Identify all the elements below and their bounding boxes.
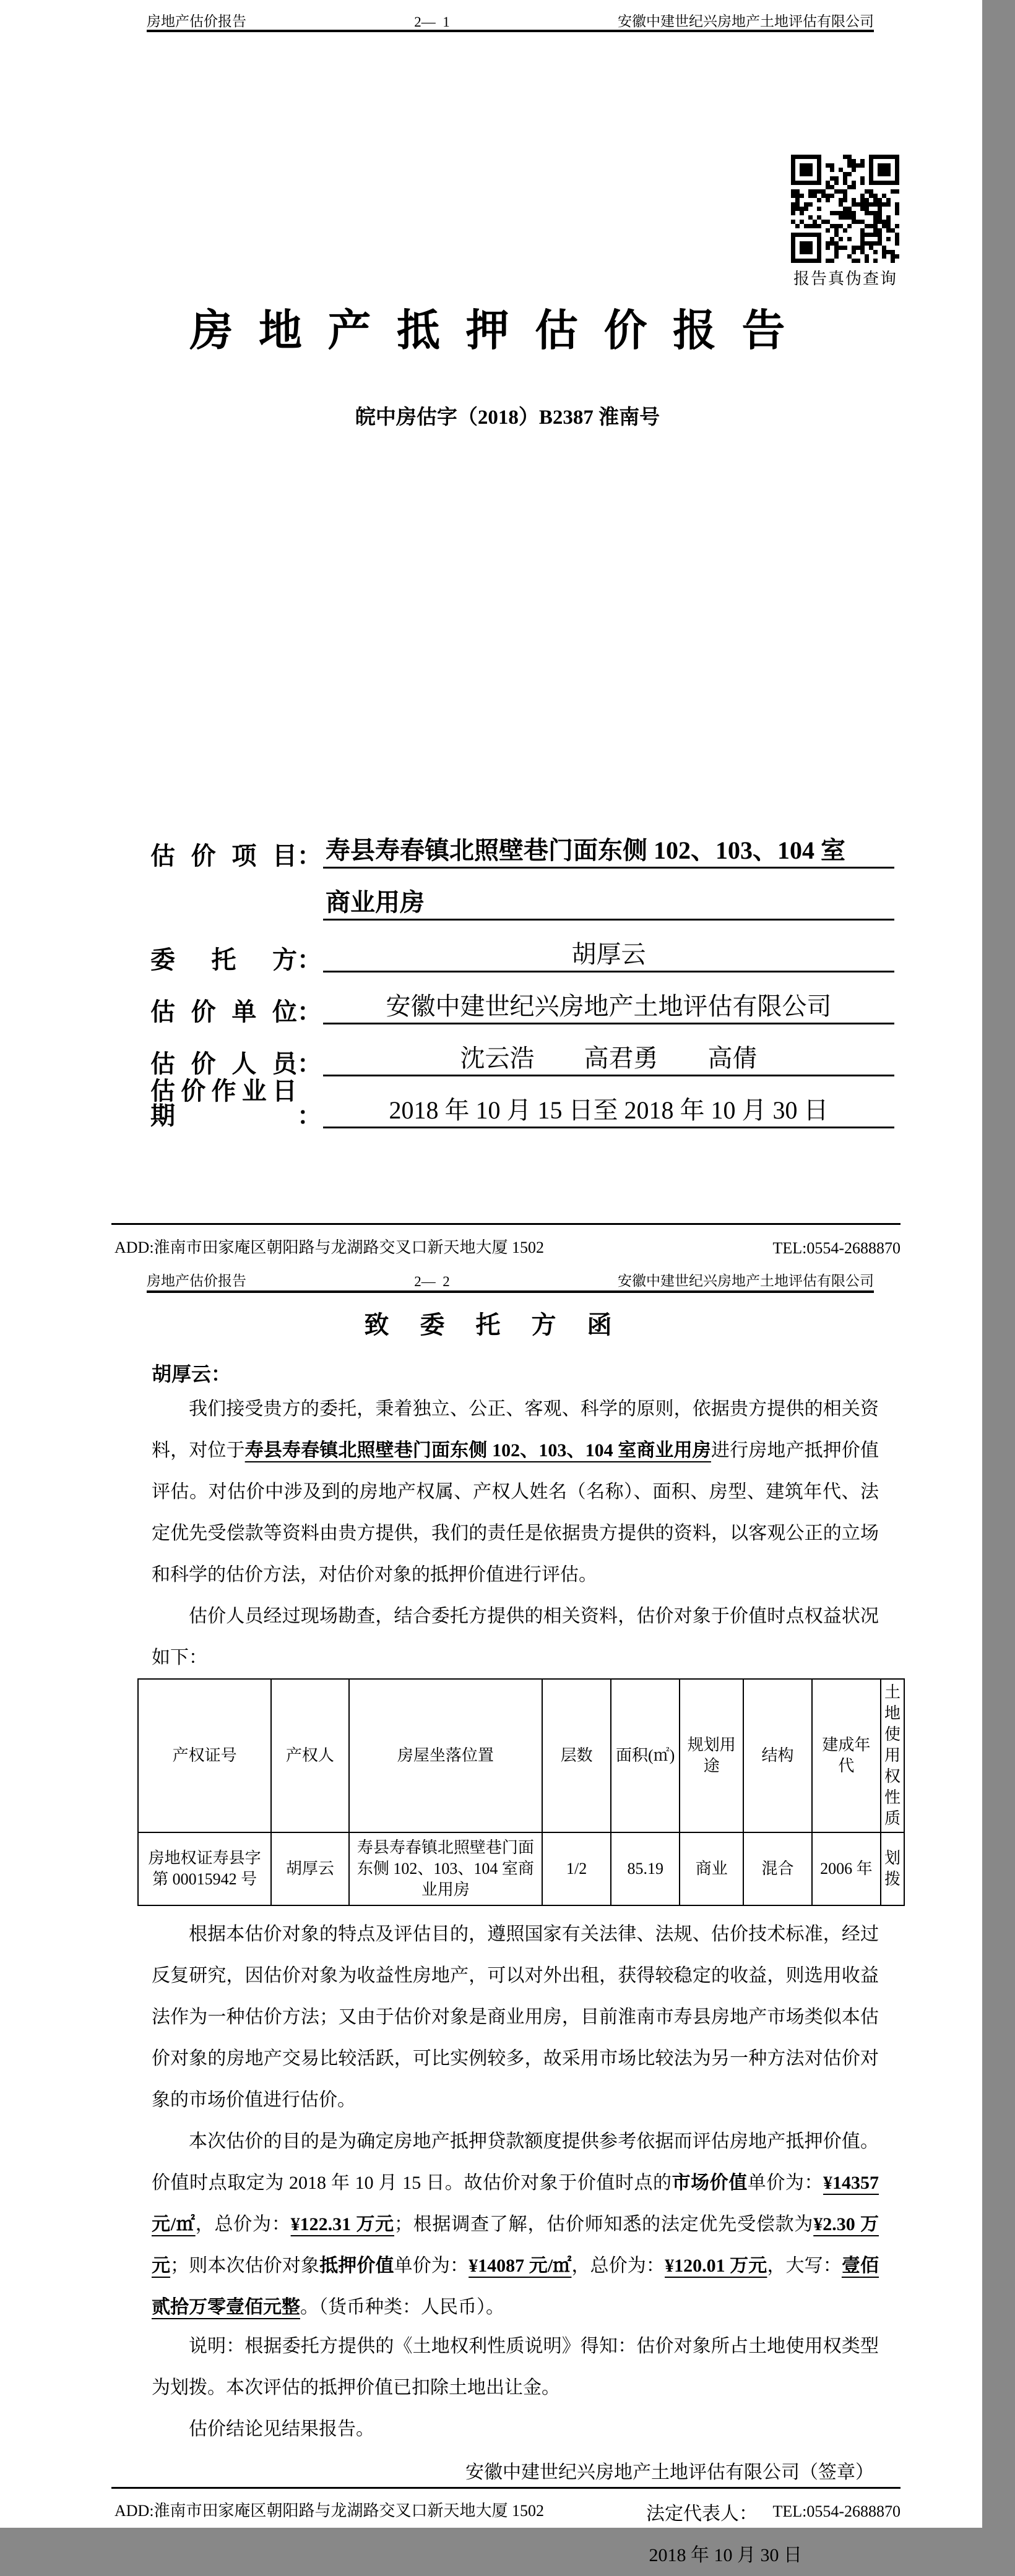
- cell-certificate-no: 房地权证寿县字第 00015942 号: [138, 1832, 271, 1905]
- letter-title: 致 委 托 方 函: [364, 1311, 618, 1339]
- market-value-term: 市场价值: [672, 2173, 748, 2193]
- priority-payment-amount: ¥2.30 万元: [152, 2214, 879, 2276]
- header-page-number: 2— 1: [414, 14, 450, 30]
- col-floor: 层数: [542, 1679, 611, 1832]
- cell-planned-use: 商业: [680, 1832, 743, 1905]
- cell-structure: 混合: [743, 1832, 812, 1905]
- client-colon: ：: [297, 946, 322, 974]
- footer-telephone: TEL:0554-2688870: [772, 1239, 901, 1257]
- mortgage-total-price: ¥120.01 万元: [665, 2256, 767, 2276]
- paragraph-methodology: 根据本估价对象的特点及评估目的，遵照国家有关法律、法规、估价技术标准，经过反复研究，因估价对象为收益性房地产，可以对外出租，获得较稳定的收益，则选用收益法作为一种估价方法；又由于估价对象是商业用房，目前淮南市寿县房地产市场类似本估价对象的房地产交易比较活跃，可比实例较多，故采用市场比较法为另一种方法对估价对象的市场价值进行估价。: [152, 1924, 879, 2110]
- paragraph-land-note: 说明：根据委托方提供的《土地权利性质说明》得知：估价对象所占土地使用权类型为划拨。本次评估的抵押价值已扣除土地出让金。: [152, 2336, 879, 2398]
- footer-address: ADD:淮南市田家庵区朝阳路与龙湖路交叉口新天地大厦 1502: [114, 1239, 545, 1256]
- cover-form: [150, 833, 894, 1144]
- mortgage-value-term: 抵押价值: [319, 2256, 394, 2276]
- report-title: 房 地 产 抵 押 估 价 报 告: [189, 307, 793, 355]
- form-row-appraisers: [150, 1041, 894, 1076]
- form-row-work-date: [150, 1077, 894, 1130]
- agency-value: 安徽中建世纪兴房地产土地评估有限公司: [323, 994, 894, 1024]
- paragraph-valuation-result: 本次估价的目的是为确定房地产抵押贷款额度提供参考依据而评估房地产抵押价值。价值时点取定为 2018 年 10 月 15 日。故估价对象于价值时点的市场价值单价为：¥14357 元/㎡，总价为：¥122.31 万元；根据调查了解，估价师知悉的法定优先受偿款为¥2.30 万元；则本次估价对象抵押价值单价为：¥14087 元/㎡，总价为：¥120.01 万元，大写：壹佰贰拾万零壹佰元整。（货币种类：人民币）。: [152, 2131, 879, 2317]
- signing-date: 2018 年 10 月 30 日: [649, 2545, 802, 2565]
- letter-body: [148, 1388, 901, 2576]
- header-rule: [147, 30, 874, 32]
- amount-in-words: 壹佰贰拾万零壹佰元整: [152, 2256, 879, 2317]
- page1-footer-rule: [111, 1223, 901, 1225]
- col-certificate-no: 产权证号: [138, 1679, 271, 1832]
- appraisers-value: 沈云浩 高君勇 高倩: [323, 1046, 894, 1076]
- header-page-number: 2— 2: [414, 1274, 450, 1289]
- header-rule: [147, 1290, 874, 1293]
- table-row: [138, 1832, 904, 1905]
- paragraph-conclusion-note: 估价结论见结果报告。: [189, 2419, 374, 2439]
- project-value-line1: 寿县寿春镇北照壁巷门面东侧 102、103、104 室: [323, 838, 894, 869]
- agency-colon: ：: [297, 998, 322, 1026]
- market-unit-price: ¥14357 元/㎡: [152, 2173, 879, 2235]
- qr-block: [791, 155, 900, 289]
- header-doc-type: 房地产估价报告: [147, 14, 246, 29]
- project-colon: ：: [297, 842, 322, 870]
- project-label: 估价项目: [150, 842, 297, 870]
- appraisers-label: 估价人员: [150, 1050, 297, 1078]
- col-year-built: 建成年代: [812, 1679, 881, 1832]
- form-row-agency: [150, 989, 894, 1024]
- page2-running-header: [147, 1269, 874, 1290]
- work-date-value: 2018 年 10 月 15 日至 2018 年 10 月 30 日: [323, 1098, 894, 1128]
- table-header-row: [138, 1679, 904, 1832]
- client-label: 委托方: [150, 946, 297, 974]
- col-planned-use: 规划用途: [680, 1679, 743, 1832]
- subject-property-highlight: 寿县寿春镇北照壁巷门面东侧 102、103、104 室商业用房: [244, 1440, 711, 1461]
- project-value-line2: 商业用房: [323, 890, 894, 921]
- page1-footer: [114, 1235, 901, 1258]
- paragraph-engagement: 我们接受贵方的委托，秉着独立、公正、客观、科学的原则，依据贵方提供的相关资料，对位于寿县寿春镇北照壁巷门面东侧 102、103、104 室商业用房进行房地产抵押价值评估。对估价中涉及到的房地产权属、产权人姓名（名称）、面积、房型、建筑年代、法定优先受偿款等资料由贵方提供，我们的责任是依据贵方提供的资料，以客观公正的立场和科学的估价方法，对估价对象的抵押价值进行评估。: [152, 1399, 879, 1585]
- qr-caption: 报告真伪查询: [793, 270, 897, 288]
- col-structure: 结构: [743, 1679, 812, 1832]
- form-row-client: [150, 937, 894, 972]
- col-area: 面积(㎡): [611, 1679, 680, 1832]
- cell-location: 寿县寿春镇北照壁巷门面东侧 102、103、104 室商业用房: [349, 1832, 543, 1905]
- letter-salutation: 胡厚云：: [152, 1363, 231, 1385]
- paragraph-inspection: 估价人员经过现场勘查，结合委托方提供的相关资料，估价对象于价值时点权益状况如下：: [152, 1606, 879, 1668]
- col-owner: 产权人: [271, 1679, 348, 1832]
- report-document-number: 皖中房估字（2018）B2387 淮南号: [355, 406, 660, 429]
- appraisers-colon: ：: [297, 1050, 322, 1078]
- footer-address: ADD:淮南市田家庵区朝阳路与龙湖路交叉口新天地大厦 1502: [114, 2502, 545, 2520]
- page2-footer: [114, 2498, 901, 2521]
- property-rights-table: [137, 1678, 905, 1906]
- cell-year-built: 2006 年: [812, 1832, 881, 1905]
- client-value: 胡厚云: [323, 942, 894, 972]
- cell-area: 85.19: [611, 1832, 680, 1905]
- agency-label: 估价单位: [150, 998, 297, 1026]
- mortgage-unit-price: ¥14087 元/㎡: [469, 2256, 572, 2276]
- form-row-project: [150, 833, 894, 869]
- header-doc-type: 房地产估价报告: [147, 1273, 246, 1289]
- footer-telephone: TEL:0554-2688870: [772, 2502, 901, 2520]
- col-location: 房屋坐落位置: [349, 1679, 543, 1832]
- qr-code: [791, 155, 899, 263]
- col-land-right-type: 土地使用权性质: [881, 1679, 904, 1832]
- work-date-colon: ：: [297, 1102, 322, 1130]
- work-date-label: 估价作业日期: [150, 1077, 297, 1130]
- legal-representative-label: 法定代表人：: [646, 2504, 758, 2524]
- market-total-price: ¥122.31 万元: [290, 2214, 394, 2235]
- cell-floor: 1/2: [542, 1832, 611, 1905]
- header-company-name: 安徽中建世纪兴房地产土地评估有限公司: [618, 1273, 874, 1289]
- cell-owner: 胡厚云: [271, 1832, 348, 1905]
- page2-footer-rule: [111, 2487, 901, 2489]
- signing-company: 安徽中建世纪兴房地产土地评估有限公司（签章）: [465, 2462, 874, 2483]
- page1-running-header: [147, 10, 874, 30]
- form-row-project-cont: [150, 885, 894, 921]
- cell-land-right-type: 划拨: [881, 1832, 904, 1905]
- header-company-name: 安徽中建世纪兴房地产土地评估有限公司: [618, 14, 874, 29]
